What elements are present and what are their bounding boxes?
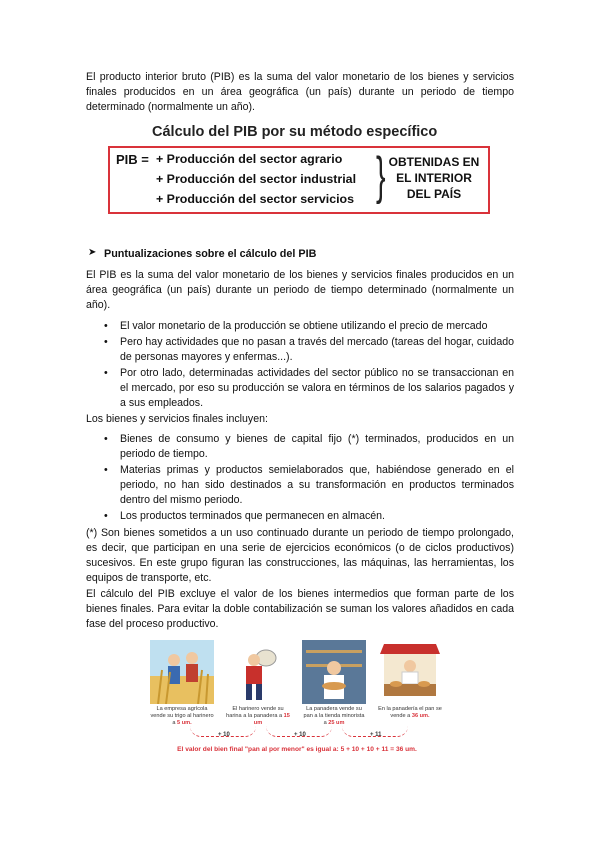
increment-1: + 10 <box>218 732 230 738</box>
section-heading: Puntualizaciones sobre el cálculo del PIB <box>104 248 317 260</box>
obtained-line-2: EL INTERIOR <box>396 171 472 185</box>
baker-image <box>302 640 366 704</box>
list-item: • Bienes de consumo y bienes de capital fijo (*) terminados, producidos en un periodo de tiempo. <box>104 432 514 462</box>
caption-3 <box>302 706 366 727</box>
term-industrial: + Producción del sector industrial <box>156 172 357 186</box>
bullet-list-1 <box>104 319 514 412</box>
pib-label: PIB = <box>116 152 149 167</box>
paragraph-4: El cálculo del PIB excluye el valor de los bienes intermedios que forman parte de los bienes finales. Para evitar la doble contabilización se suman los valores añadidos en cada fase del proceso productivo. <box>86 588 514 630</box>
miller-image <box>226 640 290 704</box>
caption-value: 15 um <box>253 713 290 726</box>
bakery-stall-image <box>378 640 442 704</box>
total-value-note: El valor del bien final "pan al por menor" es igual a: 5 + 10 + 10 + 11 = 36 um. <box>177 746 417 753</box>
caption-value: 25 um <box>328 720 345 726</box>
increment-3: + 11 <box>370 732 382 738</box>
figure-title: Cálculo del PIB por su método específico <box>152 124 438 140</box>
term-agrario: + Producción del sector agrario <box>156 152 343 166</box>
paragraph-3: (*) Son bienes sometidos a un uso continuado durante un periodo de tiempo prolongado, es decir, que participan en una serie de ejercicios económicos (o de ciclos productivos) sucesivos. En este grupo figuran las construcciones, las máquinas, las herramientas, los equipos de transporte, etc. <box>86 527 514 584</box>
caption-1 <box>150 706 214 727</box>
bullet-list-2 <box>104 432 514 525</box>
caption-4 <box>378 706 442 720</box>
increment-2: + 10 <box>294 732 306 738</box>
pib-formula-box <box>108 146 490 214</box>
caption-2 <box>226 706 290 727</box>
arrow-bullet-icon: ➤ <box>88 247 97 258</box>
obtained-line-3: DEL PAÍS <box>406 187 462 201</box>
intro-paragraph: El producto interior bruto (PIB) es la suma del valor monetario de los bienes y servicios finales producidos en un área geográfica (un país) durante un periodo de tiempo determinado (normalmente un año). <box>86 71 514 113</box>
list-item: • El valor monetario de la producción se obtiene utilizando el precio de mercado <box>104 319 514 334</box>
list-item: • Materias primas y productos semielaborados que, habiéndose generado en el periodo, no han sido destinados a su transformación en productos terminados dentro del mismo periodo. <box>104 463 514 508</box>
list-item: • Pero hay actividades que no pasan a través del mercado (tareas del hogar, cuidado de personas mayores y enfermas...). <box>104 335 514 365</box>
brace-icon: } <box>376 147 386 205</box>
caption-value: 36 um. <box>411 713 430 719</box>
caption-text: La empresa agrícola vende su trigo al harinero a <box>150 706 214 726</box>
caption-text: En la panadería el pan se vende a <box>378 706 442 719</box>
list-item: • Por otro lado, determinadas actividades del sector público no se transaccionan en el mercado, por eso su producción se valora en términos de los salarios pagados y a sus empleados. <box>104 366 514 411</box>
caption-text: El harinero vende su harina a la panadera a <box>226 706 284 719</box>
term-servicios: + Producción del sector servicios <box>156 192 354 206</box>
caption-text: La panadera vende su pan a la tienda minorista a <box>303 706 365 726</box>
paragraph-2: Los bienes y servicios finales incluyen: <box>86 413 268 425</box>
farmers-image <box>150 640 214 704</box>
list-item: • Los productos terminados que permanecen en almacén. <box>104 509 514 524</box>
caption-value: 5 um. <box>177 720 192 726</box>
obtained-line-1: OBTENIDAS EN <box>388 155 480 169</box>
production-chain-illustration <box>150 640 444 758</box>
obtained-note <box>386 154 482 202</box>
paragraph-1: El PIB es la suma del valor monetario de los bienes y servicios finales producidos en un área geográfica (un país) durante un periodo de tiempo determinado (normalmente un año). <box>86 269 514 311</box>
